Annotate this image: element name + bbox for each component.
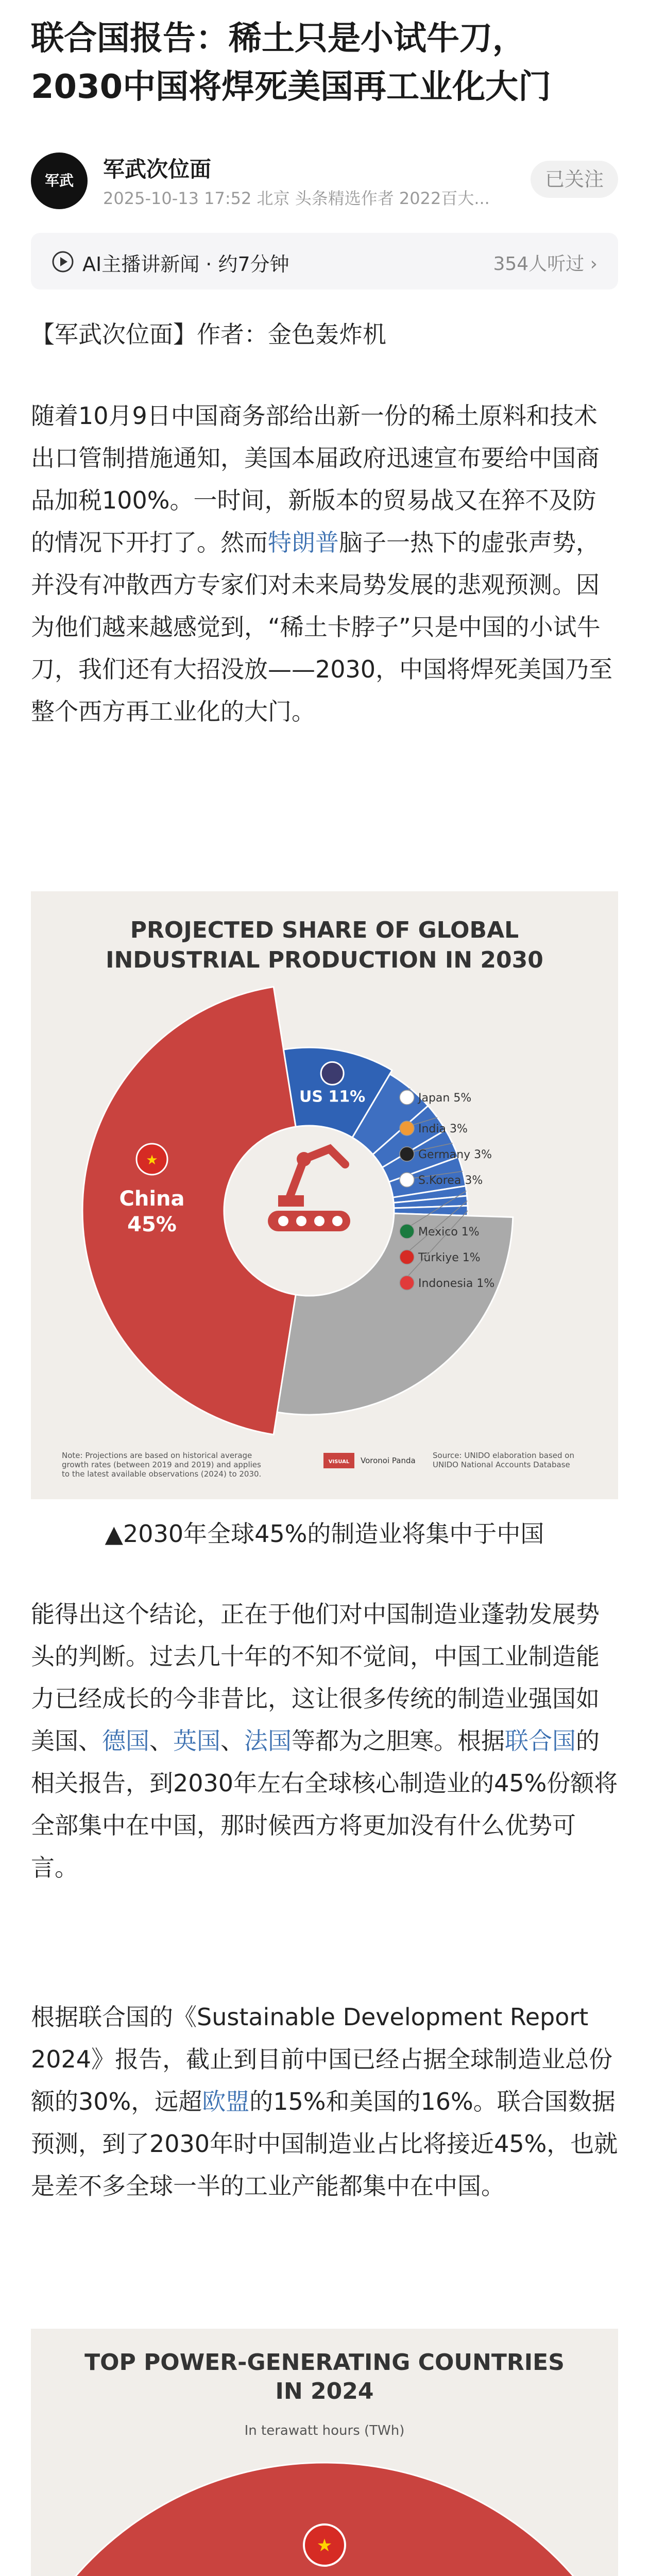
- follow-button[interactable]: 已关注: [531, 161, 618, 198]
- chart1-label-mexico: Mexico 1%: [418, 1226, 480, 1239]
- paragraph-4-text-a: 根据联合国的《Sustainable Development Report 2024》报告，截止到目前中国已经占据全球制造业总份额的30%，远超: [31, 2003, 613, 2115]
- title-line-2: 2030中国将焊死美国再工业化大门: [31, 68, 552, 106]
- india-flag-icon: [400, 1121, 414, 1136]
- svg-text:VISUAL: VISUAL: [328, 1459, 350, 1465]
- industrial-share-chart: [31, 891, 618, 1499]
- chart1-slice-rest-of-world: [277, 1213, 513, 1415]
- chart1-label-indonesia: Indonesia 1%: [418, 1277, 495, 1290]
- paragraph-3-sep-1: 、: [149, 1727, 173, 1755]
- chart1-label-japan: Japan 5%: [418, 1092, 472, 1105]
- power-generation-chart: [31, 2329, 618, 2576]
- author-row: [31, 149, 618, 222]
- chart1-label-india: India 3%: [418, 1123, 468, 1136]
- paragraph-4-text-b: 的15%和美国的16%。联合国数据预测，到了2030年时中国制造业占比将接近45%，也就是差不多全球一半的工业产能都集中在中国。: [31, 2088, 618, 2200]
- paragraph-3: [31, 1593, 618, 1889]
- link-uk[interactable]: 英国: [173, 1727, 220, 1755]
- link-eu[interactable]: 欧盟: [202, 2088, 250, 2115]
- play-circle-icon: [52, 250, 74, 273]
- paragraph-2-text-a: 随着10月9日中国商务部给出新一份的稀土原料和技术出口管制措施通知，美国本届政府迅速宣布要给中国商品加税100%。一时间，新版本的贸易战又在猝不及防的情况下开打了。然而: [31, 402, 600, 556]
- japan-flag-icon: [400, 1090, 414, 1105]
- paragraph-4: [31, 1996, 618, 2207]
- link-un[interactable]: 联合国: [505, 1727, 576, 1755]
- author-meta: 2025-10-13 17:52 北京 头条精选作者 2022百大...: [103, 189, 490, 208]
- robot-arm-icon: [268, 1149, 350, 1231]
- t-rkiye-flag-icon: [400, 1250, 414, 1264]
- ai-broadcast-label: AI主播讲新闻 · 约7分钟: [82, 253, 289, 276]
- chart1-value-china: 45%: [127, 1213, 177, 1236]
- svg-text:★: ★: [146, 1153, 158, 1168]
- paragraph-3-text-c: 的相关报告，到2030年左右全球核心制造业的45%份额将全部集中在中国，那时候西方将更加没有什么优势可言。: [31, 1727, 618, 1882]
- title-line-1: 联合国报告：稀土只是小试牛刀，: [31, 20, 525, 58]
- paragraph-3-text-a: 能得出这个结论，正在于他们对中国制造业蓬勃发展势头的判断。过去几十年的不知不觉间，中国工业制造能力已经成长的今非昔比，这让很多传统的制造业强国如美国、: [31, 1600, 600, 1755]
- avatar[interactable]: 军武: [31, 152, 88, 209]
- germany-flag-icon: [400, 1147, 414, 1161]
- chart1-title-line2: INDUSTRIAL PRODUCTION IN 2030: [106, 947, 543, 973]
- chart1-brand2: Voronoi Panda: [361, 1456, 416, 1465]
- chart1-label-s-korea: S.Korea 3%: [418, 1174, 483, 1187]
- figure-power-generation: [31, 2329, 618, 2576]
- mexico-flag-icon: [400, 1224, 414, 1239]
- chart2-title-line2: IN 2024: [275, 2378, 374, 2404]
- chart1-note: Note: Projections are based on historical average growth rates (between 2019 and 2019) and applies to the latest available observations (2024) to 2030.: [62, 1451, 262, 1479]
- link-germany[interactable]: 德国: [102, 1727, 149, 1755]
- caption-figure-1: ▲2030年全球45%的制造业将集中于中国: [105, 1520, 544, 1548]
- byline-paragraph: 【军武次位面】作者：金色轰炸机: [31, 320, 386, 348]
- author-name[interactable]: 军武次位面: [103, 157, 212, 182]
- chart1-source: Source: UNIDO elaboration based on UNIDO National Accounts Database: [433, 1451, 574, 1469]
- ai-broadcast-bar[interactable]: [31, 233, 618, 290]
- chart1-title-line1: PROJECTED SHARE OF GLOBAL: [130, 917, 519, 943]
- paragraph-2-text-b: 脑子一热下的虚张声势，并没有冲散西方专家们对未来局势发展的悲观预测。因为他们越来越感觉到，“稀土卡脖子”只是中国的小试牛刀，我们还有大招没放——2030，中国将焊死美国乃至整个西方再工业化的大门。: [31, 529, 613, 725]
- paragraph-2: [31, 395, 618, 733]
- chart2-subtitle: In terawatt hours (TWh): [244, 2423, 405, 2438]
- chart1-slice-china: [82, 987, 296, 1434]
- svg-text:★: ★: [316, 2535, 333, 2556]
- chart1-label-us: US 11%: [299, 1088, 366, 1106]
- s-korea-flag-icon: [400, 1173, 414, 1187]
- paragraph-3-text-b: 等都为之胆寒。根据: [292, 1727, 505, 1755]
- listener-count[interactable]: 354人听过 ›: [493, 253, 597, 275]
- link-trump[interactable]: 特朗普: [268, 529, 339, 556]
- us-flag-icon: [321, 1062, 344, 1084]
- indonesia-flag-icon: [400, 1276, 414, 1290]
- chart1-label-t-rkiye: Türkiye 1%: [418, 1251, 481, 1264]
- chart2-title-line1: TOP POWER-GENERATING COUNTRIES: [84, 2349, 565, 2376]
- paragraph-3-sep-2: 、: [220, 1727, 244, 1755]
- figure-industrial-share: [31, 891, 618, 1499]
- chart1-label-germany: Germany 3%: [418, 1148, 492, 1161]
- chart1-label-china: China: [119, 1187, 185, 1211]
- link-france[interactable]: 法国: [244, 1727, 292, 1755]
- article-title: [31, 14, 623, 111]
